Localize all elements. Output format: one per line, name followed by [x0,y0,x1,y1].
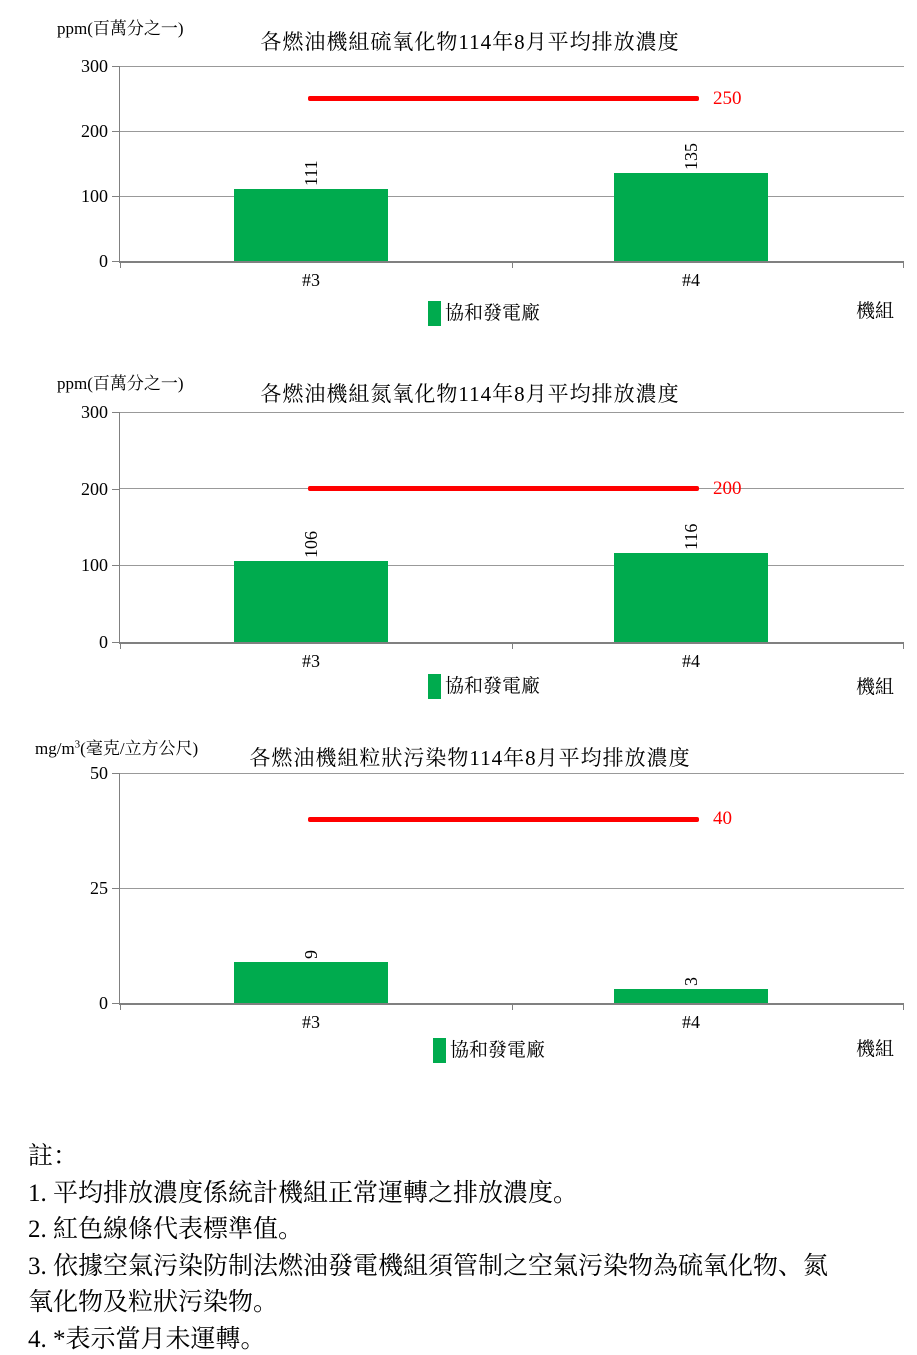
x-axis-tick [903,261,904,268]
y-axis-tick [112,261,120,262]
bar-value-label [680,916,702,986]
category-label: #4 [682,651,700,671]
y-tick-label: 50 [90,763,108,783]
chart3-legend-label: 協和發電廠 [450,1040,546,1061]
bar [234,561,388,642]
gridline [120,66,904,67]
x-axis-tick [120,1003,121,1010]
bar [234,962,388,1003]
bar-value-text: 135 [681,143,701,171]
gridline [120,888,904,889]
bar-value-label [300,488,322,558]
y-axis-tick [112,888,120,889]
chart1-legend [428,301,540,326]
bar-value-text: 9 [301,949,321,959]
y-tick-label: 100 [81,555,108,576]
chart3-plot-area [90,763,904,1032]
y-axis-tick [112,66,120,67]
x-axis-tick [903,1003,904,1010]
category-label: #3 [302,1012,320,1032]
chart1-title: 各燃油機組硫氧化物114年8月平均排放濃度 [260,30,680,54]
bar [234,189,388,261]
bar-value-label [300,116,322,186]
y-axis-tick [112,131,120,132]
footnote-item: 4. *表示當月未運轉。 [28,1325,266,1353]
footnote-item: 3. 依據空氣污染防制法燃油發電機組須管制之空氣污染物為硫氧化物、氮氧化物及粒狀污染物。 [28,1252,829,1316]
standard-value-label: 250 [713,87,742,109]
chart2-y-unit-label: ppm(百萬分之一) [57,374,184,393]
bar-value-label [680,100,702,170]
y-axis-tick [112,412,120,413]
x-axis-tick [512,261,513,268]
standard-value-label: 200 [713,477,742,499]
chart2-legend-label: 協和發電廠 [445,676,541,697]
bar-value-text: 116 [681,523,701,551]
y-axis-tick [112,565,120,566]
y-tick-label: 0 [99,632,108,652]
legend-swatch-icon [433,1038,446,1063]
category-label: #4 [682,270,700,290]
gridline [120,131,904,132]
category-label: #4 [682,1012,700,1032]
bar [614,173,768,261]
chart3-y-unit-label: $mg/m^3$(毫克/立方公尺) [35,738,199,758]
y-tick-label: 0 [99,251,108,271]
y-axis-tick [112,773,120,774]
legend-swatch-icon [428,301,441,326]
chart3-x-axis-unit: 機組 [856,1039,895,1060]
category-label: #3 [302,270,320,290]
footnotes-heading: 註： [28,1143,79,1170]
chart2-legend [428,674,540,699]
y-axis-tick [112,1003,120,1004]
chart1-x-axis-unit: 機組 [856,301,895,322]
standard-value-line [308,817,699,822]
bar [614,989,768,1003]
chart1-plot-area [81,56,904,290]
y-tick-label: 200 [81,121,108,141]
x-axis-tick [903,642,904,649]
x-axis-tick [120,261,121,268]
y-tick-label: 100 [81,186,108,206]
footnote-item: 2. 紅色線條代表標準值。 [28,1216,304,1243]
bar-value-text: 106 [301,530,321,558]
chart1-legend-label: 協和發電廠 [445,303,541,324]
footnotes [28,1139,850,1355]
y-axis-tick [112,489,120,490]
standard-value-label: 40 [713,808,732,829]
x-axis-tick [512,1003,513,1010]
standard-value-line [308,486,699,491]
x-axis-tick [512,642,513,649]
bar-value-text: 111 [301,160,321,186]
chart2-title: 各燃油機組氮氧化物114年8月平均排放濃度 [260,382,680,406]
y-tick-label: 0 [99,993,108,1013]
bar-value-text: 3 [681,977,701,987]
chart2-x-axis-unit: 機組 [856,677,895,698]
y-tick-label: 200 [81,478,108,499]
chart3-title: 各燃油機組粒狀污染物114年8月平均排放濃度 [249,746,691,770]
bar [614,553,768,642]
y-tick-label: 300 [81,56,108,76]
chart1-y-unit-label: ppm(百萬分之一) [57,19,184,38]
x-axis-tick [120,642,121,649]
chart3-legend [433,1038,545,1063]
gridline [120,773,904,774]
y-tick-label: 25 [90,878,108,898]
standard-value-line [308,96,699,101]
gridline [120,412,904,413]
bar-value-label [300,889,322,959]
y-axis-tick [112,642,120,643]
legend-swatch-icon [428,674,441,699]
category-label: #3 [302,651,320,671]
y-axis-tick [112,196,120,197]
y-tick-label: 300 [81,402,108,422]
footnote-item: 1. 平均排放濃度係統計機組正常運轉之排放濃度。 [28,1179,579,1207]
chart2-plot-area [81,402,904,671]
